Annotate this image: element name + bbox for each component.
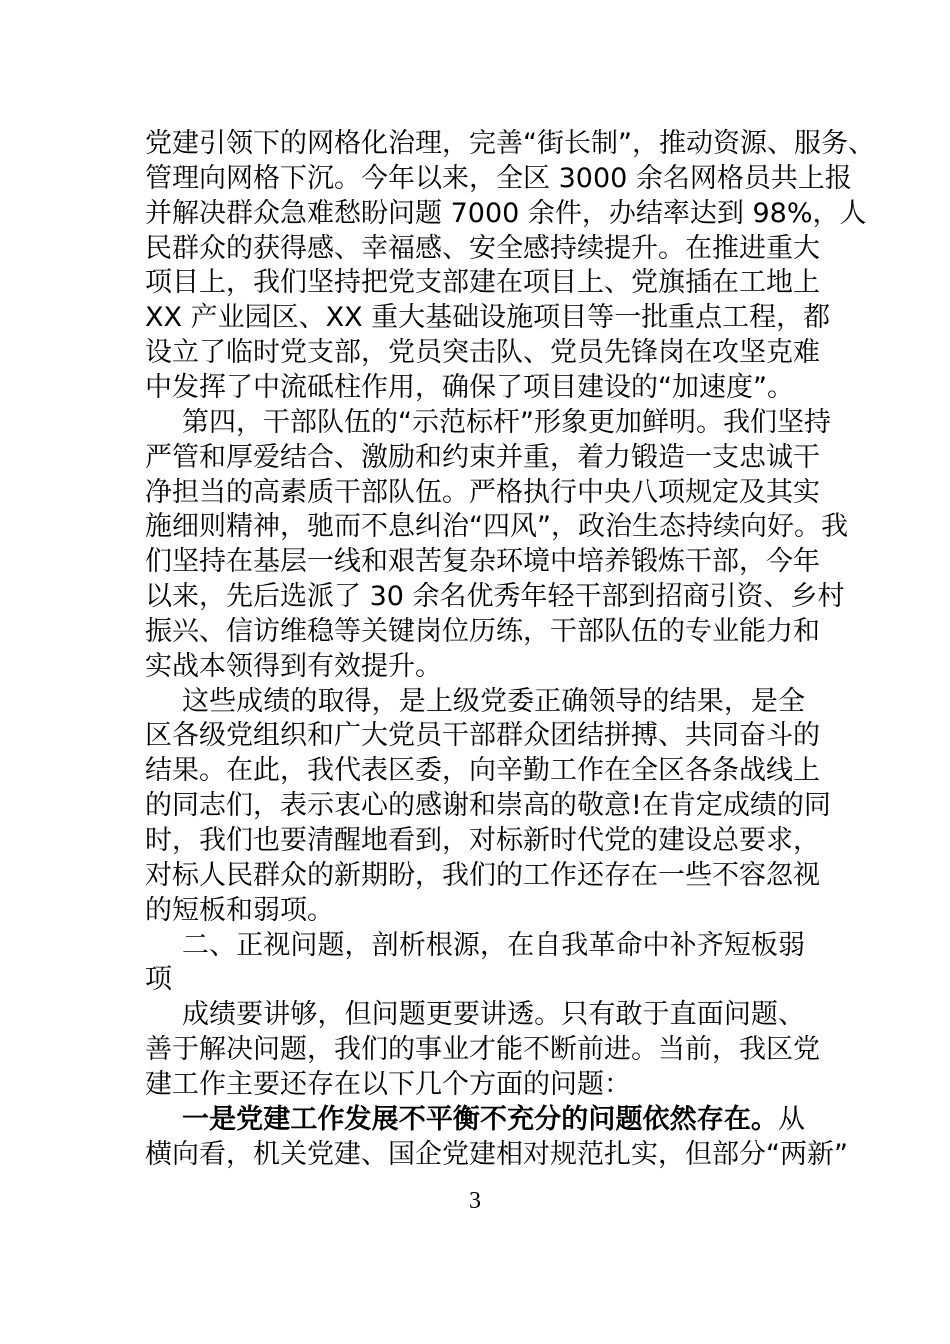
paragraph-line: 振兴、信访维稳等关键岗位历练，干部队伍的专业能力和 [145,615,820,647]
section-heading-line: 项 [145,964,172,996]
paragraph-line: 区各级党组织和广大党员干部群众团结拼搏、共同奋斗的 [145,720,820,752]
paragraph-line: 净担当的高素质干部队伍。严格执行中央八项规定及其实 [145,476,820,508]
paragraph-line: 以来，先后选派了 30 余名优秀年轻干部到招商引资、乡村 [145,581,845,613]
paragraph-line: 的短板和弱项。 [145,894,334,926]
paragraph-line: 党建引领下的网格化治理，完善“街长制”，推动资源、服务、 [145,128,875,159]
paragraph-line: 实战本领得到有效提升。 [145,650,442,682]
paragraph-line [182,1102,805,1137]
paragraph-line: 项目上，我们坚持把党支部建在项目上、党旗插在工地上 [145,267,820,299]
paragraph-line: 民群众的获得感、幸福感、安全感持续提升。在推进重大 [145,232,820,264]
paragraph-line: 施细则精神，驰而不息纠治“四风”，政治生态持续向好。我 [145,511,848,543]
paragraph-line: 中发挥了中流砥柱作用，确保了项目建设的“加速度”。 [145,371,794,403]
paragraph-line: 严管和厚爱结合、激励和约束并重，着力锻造一支忠诚干 [145,441,820,473]
paragraph-line: XX 产业园区、XX 重大基础设施项目等一批重点工程，都 [145,302,831,334]
paragraph-line: 善于解决问题，我们的事业才能不断前进。当前，我区党 [145,1034,820,1066]
paragraph-line: 第四，干部队伍的“示范标杆”形象更加鲜明。我们坚持 [182,406,831,438]
bold-lead-sentence: 一是党建工作发展不平衡不充分的问题依然存在。 [182,1103,778,1135]
paragraph-line: 们坚持在基层一线和艰苦复杂环境中培养锻炼干部，今年 [145,546,820,578]
paragraph-line: 管理向网格下沉。今年以来，全区 3000 余名网格员共上报 [145,162,852,194]
paragraph-line: 结果。在此，我代表区委，向辛勤工作在全区各条战线上 [145,755,820,787]
line-text: 从 [778,1103,805,1135]
section-heading-line: 二、正视问题，剖析根源，在自我革命中补齐短板弱 [182,929,805,961]
paragraph-line: 设立了临时党支部，党员突击队、党员先锋岗在攻坚克难 [145,337,820,369]
paragraph-line: 时，我们也要清醒地看到，对标新时代党的建设总要求， [145,825,820,856]
paragraph-line: 这些成绩的取得，是上级党委正确领导的结果，是全 [182,685,805,717]
paragraph-line: 的同志们，表示衷心的感谢和崇高的敬意!在肯定成绩的同 [145,790,831,822]
paragraph-line: 并解决群众急难愁盼问题 7000 余件，办结率达到 98%，人 [145,197,867,229]
paragraph-line: 建工作主要还存在以下几个方面的问题： [145,1068,631,1100]
page-number: 3 [469,1188,481,1214]
paragraph-line: 横向看，机关党建、国企党建相对规范扎实，但部分“两新” [145,1138,848,1170]
paragraph-line: 成绩要讲够，但问题更要讲透。只有敢于直面问题、 [182,999,805,1031]
paragraph-line: 对标人民群众的新期盼，我们的工作还存在一些不容忽视 [145,859,820,891]
